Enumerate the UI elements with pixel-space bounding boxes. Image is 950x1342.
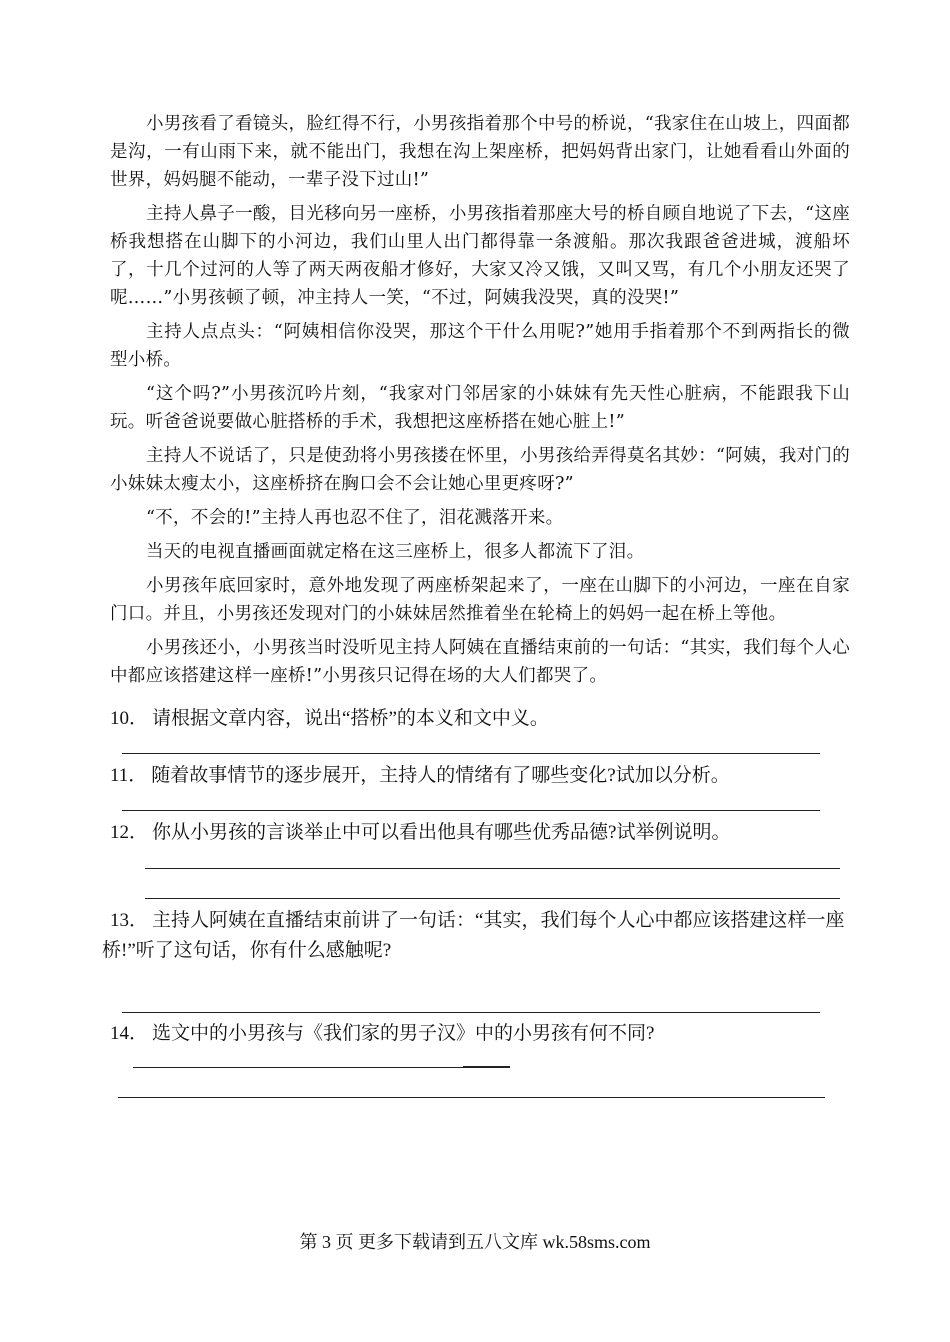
question-14 [110,1019,855,1049]
answer-line[interactable] [133,1067,463,1068]
question-number: 10． [110,708,149,729]
answer-line[interactable] [122,1012,820,1013]
question-number: 11． [110,765,148,786]
question-number: 13． [110,910,149,931]
question-number: 14． [110,1023,149,1044]
story-paragraph: “这个吗?”小男孩沉吟片刻，“我家对门邻居家的小妹妹有先天性心脏病，不能跟我下山玩。听爸爸说要做心脏搭桥的手术，我想把这座桥搭在她心脏上!” [110,384,850,432]
answer-line[interactable] [145,898,840,899]
question-11 [110,761,855,791]
story-paragraph: 小男孩还小，小男孩当时没听见主持人阿姨在直播结束前的一句话：“其实，我们每个人心中都应该搭建这样一座桥!”小男孩只记得在场的大人们都哭了。 [110,638,850,686]
story-paragraph: 主持人点点头：“阿姨相信你没哭，那这个干什么用呢?”她用手指着那个不到两指长的微型小桥。 [110,322,850,370]
answer-line[interactable] [463,1066,510,1068]
story-paragraph: 小男孩年底回家时，意外地发现了两座桥架起来了，一座在山脚下的小河边，一座在自家门口。并且，小男孩还发现对门的小妹妹居然推着坐在轮椅上的妈妈一起在桥上等他。 [110,576,850,624]
question-text: 你从小男孩的言谈举止中可以看出他具有哪些优秀品德?试举例说明。 [152,822,731,843]
page-footer: 第 3 页 更多下载请到五八文库 wk.58sms.com [299,1232,651,1252]
story-paragraph: 当天的电视直播画面就定格在这三座桥上，很多人都流下了泪。 [146,542,645,562]
question-number: 12． [110,822,149,843]
answer-line[interactable] [122,753,820,754]
story-paragraph: 主持人鼻子一酸，目光移向另一座桥，小男孩指着那座大号的桥自顾自地说了下去，“这座桥我想搭在山脚下的小河边，我们山里人出门都得靠一条渡船。那次我跟爸爸进城，渡船坏了，十几个过河的人等了两天两夜船才修好，大家又冷又饿，又叫又骂，有几个小朋友还哭了呢……”小男孩顿了顿，冲主持人一笑，“不过，阿姨我没哭，真的没哭!” [110,204,850,308]
answer-line[interactable] [145,868,840,869]
question-text: 选文中的小男孩与《我们家的男子汉》中的小男孩有何不同? [152,1023,655,1044]
question-text-continued: 桥!”听了这句话，你有什么感触呢? [102,940,392,961]
story-paragraph: 小男孩看了看镜头，脸红得不行，小男孩指着那个中号的桥说，“我家住在山坡上，四面都是沟，一有山雨下来，就不能出门，我想在沟上架座桥，把妈妈背出家门，让她看看山外面的世界，妈妈腿不能动，一辈子没下过山!” [110,114,850,190]
question-12 [110,818,855,848]
answer-line[interactable] [122,810,820,811]
story-text [110,110,850,696]
question-text: 主持人阿姨在直播结束前讲了一句话：“其实，我们每个人心中都应该搭建这样一座 [152,910,845,931]
question-text: 请根据文章内容，说出“搭桥”的本义和文中义。 [152,708,549,729]
story-paragraph: “不，不会的!”主持人再也忍不住了，泪花溅落开来。 [146,508,564,528]
question-10 [110,704,855,734]
question-13 [102,906,855,966]
answer-line[interactable] [118,1097,825,1098]
story-paragraph: 主持人不说话了，只是使劲将小男孩搂在怀里，小男孩给弄得莫名其妙：“阿姨，我对门的小妹妹太瘦太小，这座桥挤在胸口会不会让她心里更疼呀?” [110,446,850,494]
question-text: 随着故事情节的逐步展开，主持人的情绪有了哪些变化?试加以分析。 [151,765,730,786]
